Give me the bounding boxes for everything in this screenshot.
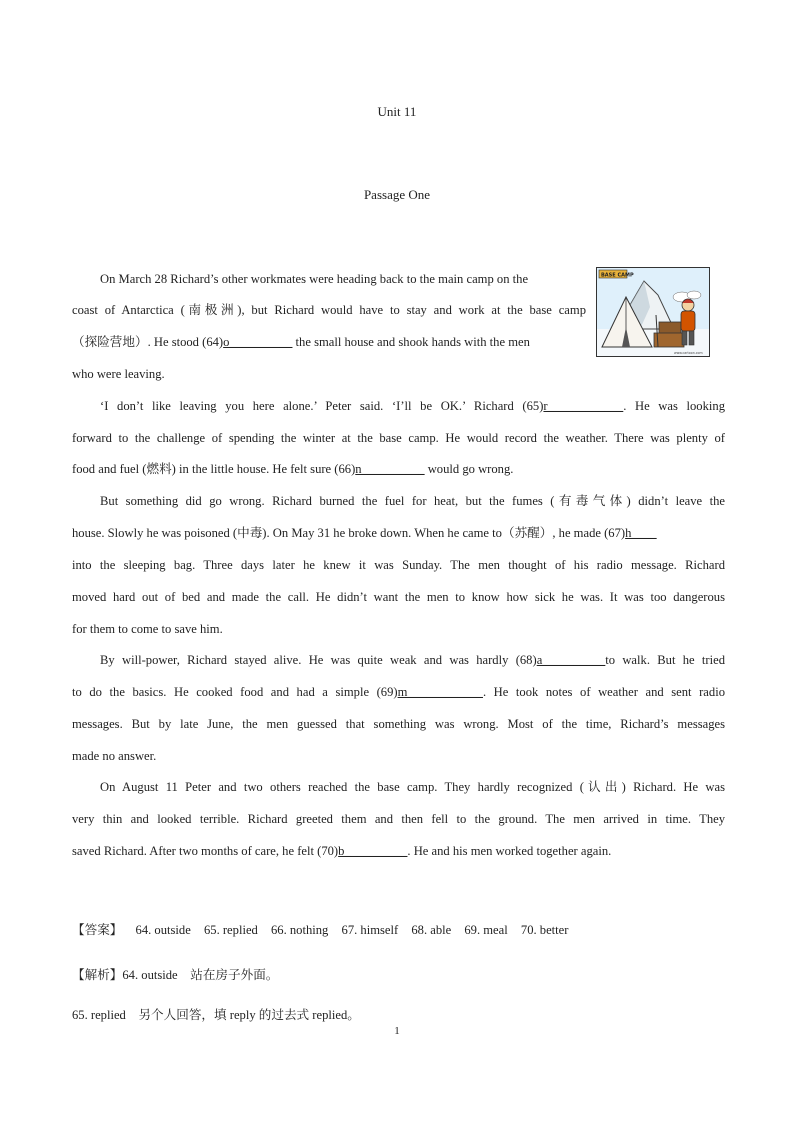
- answer-item: 67. himself: [341, 923, 399, 937]
- explanation-label: 【解析】: [72, 968, 123, 982]
- blank-68[interactable]: a__________: [536, 653, 606, 667]
- passage-line: [72, 684, 725, 700]
- text-segment: to do the basics. He cooked food and had a simple (69): [72, 685, 398, 699]
- passage-line: [72, 461, 725, 477]
- answers-row: [72, 919, 578, 938]
- text-segment: would go wrong.: [424, 462, 514, 476]
- passage-line: for them to come to save him.: [72, 622, 223, 636]
- text-segment: the small house and shook hands with the men: [292, 335, 530, 349]
- answers-label: 【答案】: [72, 923, 123, 937]
- passage-line: On August 11 Peter and two others reached the base camp. They hardly recognized (认出) Richard. He was: [100, 780, 725, 794]
- passage-line: made no answer.: [72, 749, 157, 763]
- answer-item: 64. outside: [135, 923, 191, 937]
- answer-item: 70. better: [520, 923, 569, 937]
- page-number: 1: [394, 1025, 400, 1037]
- blank-69[interactable]: m____________: [397, 685, 483, 699]
- passage-line: moved hard out of bed and made the call. He didn’t want the men to know how sick he was. It was too dangerous: [72, 590, 725, 604]
- text-segment: By will-power, Richard stayed alive. He was quite weak and was hardly (68): [100, 653, 537, 667]
- passage-line: into the sleeping bag. Three days later he knew it was Sunday. The men thought of his radio message. Richard: [72, 558, 725, 572]
- blank-70[interactable]: b__________: [338, 844, 408, 858]
- text-segment: . He and his men worked together again.: [407, 844, 612, 858]
- explanation-text: 64. outside 站在房子外面。: [122, 968, 279, 982]
- illustration-credit: www.cartoon.com: [674, 351, 703, 355]
- passage-line: On March 28 Richard’s other workmates were heading back to the main camp on the: [100, 272, 529, 286]
- answer-item: 68. able: [411, 923, 452, 937]
- passage-line: coast of Antarctica (南极洲), but Richard would have to stay and work at the base camp: [72, 303, 586, 317]
- answer-item: 65. replied: [203, 923, 258, 937]
- base-camp-sign-text: BASE CAMP: [601, 272, 634, 279]
- passage-line: forward to the challenge of spending the winter at the base camp. He would record the weather. There was plenty of: [72, 431, 725, 445]
- answer-item: 69. meal: [464, 923, 508, 937]
- base-camp-illustration: [596, 267, 710, 357]
- passage-line: who were leaving.: [72, 367, 165, 381]
- explanation-text: 65. replied 另个人回答，填 reply 的过去式 replied。: [72, 1008, 360, 1022]
- passage-line: messages. But by late June, the men guessed that something was wrong. Most of the time, Richard’s messages: [72, 717, 725, 731]
- text-segment: . He took notes of weather and sent radio: [482, 685, 725, 699]
- passage-line: [100, 652, 725, 668]
- passage-title: Passage One: [363, 187, 431, 202]
- blank-64[interactable]: o__________: [223, 335, 293, 349]
- blank-66[interactable]: n__________: [355, 462, 425, 476]
- text-segment: food and fuel (燃料) in the little house. He felt sure (66): [72, 462, 356, 476]
- passage-line: [72, 525, 725, 541]
- passage-line: But something did go wrong. Richard burned the fuel for heat, but the fumes (有毒气体) didn’t leave the: [100, 494, 725, 508]
- passage-line: [72, 843, 725, 859]
- text-segment: house. Slowly he was poisoned (中毒). On May 31 he broke down. When he came to（苏醒）, he made (67): [72, 526, 626, 540]
- text-segment: to walk. But he tried: [605, 653, 725, 667]
- text-segment: saved Richard. After two months of care, he felt (70): [72, 844, 339, 858]
- text-segment: ‘I don’t like leaving you here alone.’ Peter said. ‘I’ll be OK.’ Richard (65): [100, 399, 544, 413]
- text-segment: （探险营地）. He stood (64): [72, 335, 224, 349]
- text-segment: . He was looking: [623, 399, 725, 413]
- passage-line: [72, 334, 592, 350]
- explanation-line: [72, 1004, 370, 1023]
- unit-title: Unit 11: [377, 104, 417, 119]
- blank-67[interactable]: h____: [625, 526, 657, 540]
- blank-65[interactable]: r____________: [543, 399, 624, 413]
- answer-item: 66. nothing: [270, 923, 329, 937]
- passage-line: very thin and looked terrible. Richard greeted them and then fell to the ground. The men arrived in time. They: [72, 812, 725, 826]
- passage-line: [100, 398, 725, 414]
- explanation-line: [72, 964, 288, 983]
